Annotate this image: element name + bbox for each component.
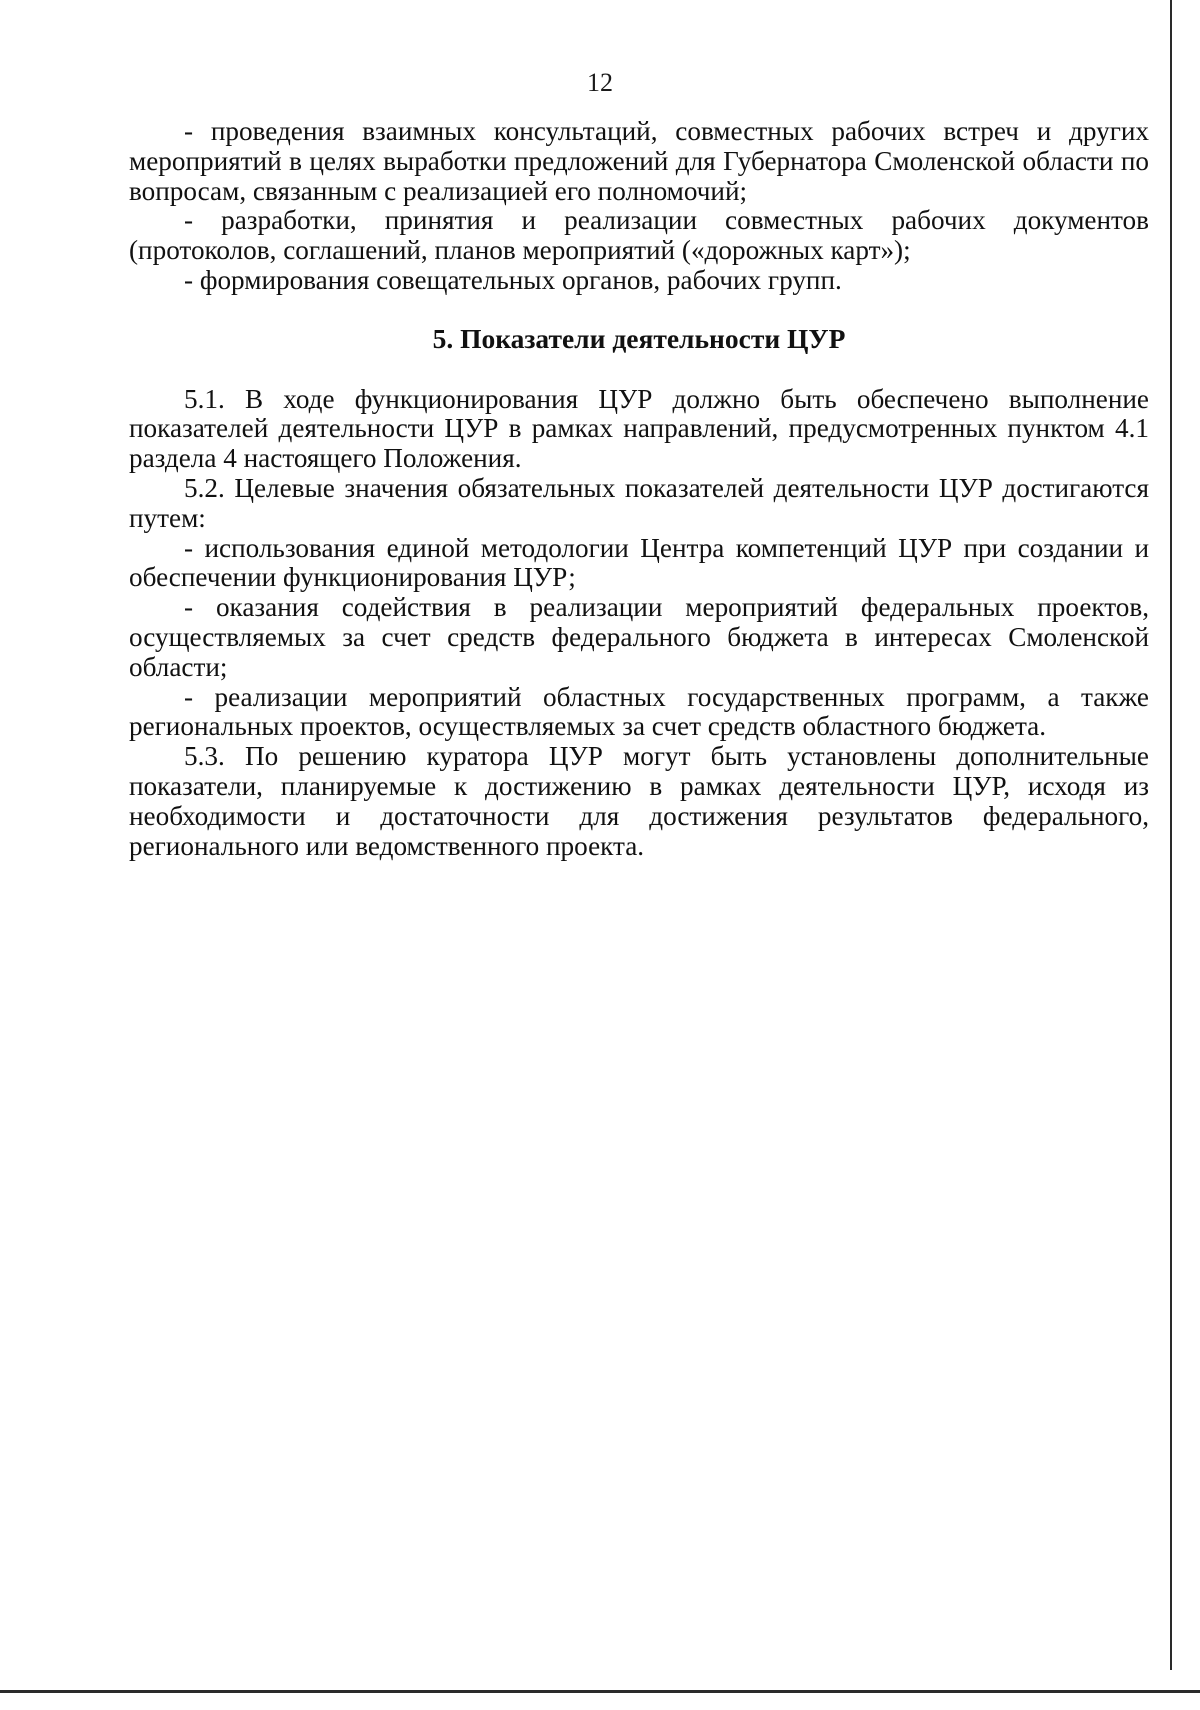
paragraph-advisory-bodies: - формирования совещательных органов, рабочих групп. [184, 264, 842, 295]
paragraph-methodology: - использования единой методологии Центра компетенций ЦУР при создании и обеспечении функционирования ЦУР; [129, 532, 1149, 593]
paragraph-working-documents: - разработки, принятия и реализации совместных рабочих документов (протоколов, соглашений, планов мероприятий («дорожных карт»); [129, 205, 1149, 266]
paragraph-consultations: - проведения взаимных консультаций, совместных рабочих встреч и других мероприятий в целях выработки предложений для Губернатора Смоленской области по вопросам, связанным с реализацией его полномочий; [129, 116, 1149, 206]
scan-edge-bottom [0, 1690, 1200, 1693]
section-heading: 5. Показатели деятельности ЦУР [432, 322, 846, 354]
page-number: 12 [587, 68, 613, 97]
document-body [129, 117, 1149, 861]
paragraph-5-1: 5.1. В ходе функционирования ЦУР должно быть обеспечено выполнение показателей деятельности ЦУР в рамках направлений, предусмотренных пунктом 4.1 раздела 4 настоящего Положения. [129, 383, 1149, 474]
paragraph-regional-programs: - реализации мероприятий областных государственных программ, а также региональных проектов, осуществляемых за счет средств областного бюджета. [129, 681, 1149, 742]
scan-edge-right [1170, 0, 1172, 1670]
paragraph-federal-projects: - оказания содействия в реализации мероприятий федеральных проектов, осуществляемых за счет средств федерального бюджета в интересах Смоленской области; [129, 592, 1149, 682]
paragraph-5-3: 5.3. По решению куратора ЦУР могут быть установлены дополнительные показатели, планируемые к достижению в рамках деятельности ЦУР, исходя из необходимости и достаточности для достижения результатов федерального, регионального или ведомственного проекта. [129, 741, 1149, 861]
paragraph-5-2: 5.2. Целевые значения обязательных показателей деятельности ЦУР достигаются путем: [129, 472, 1149, 533]
